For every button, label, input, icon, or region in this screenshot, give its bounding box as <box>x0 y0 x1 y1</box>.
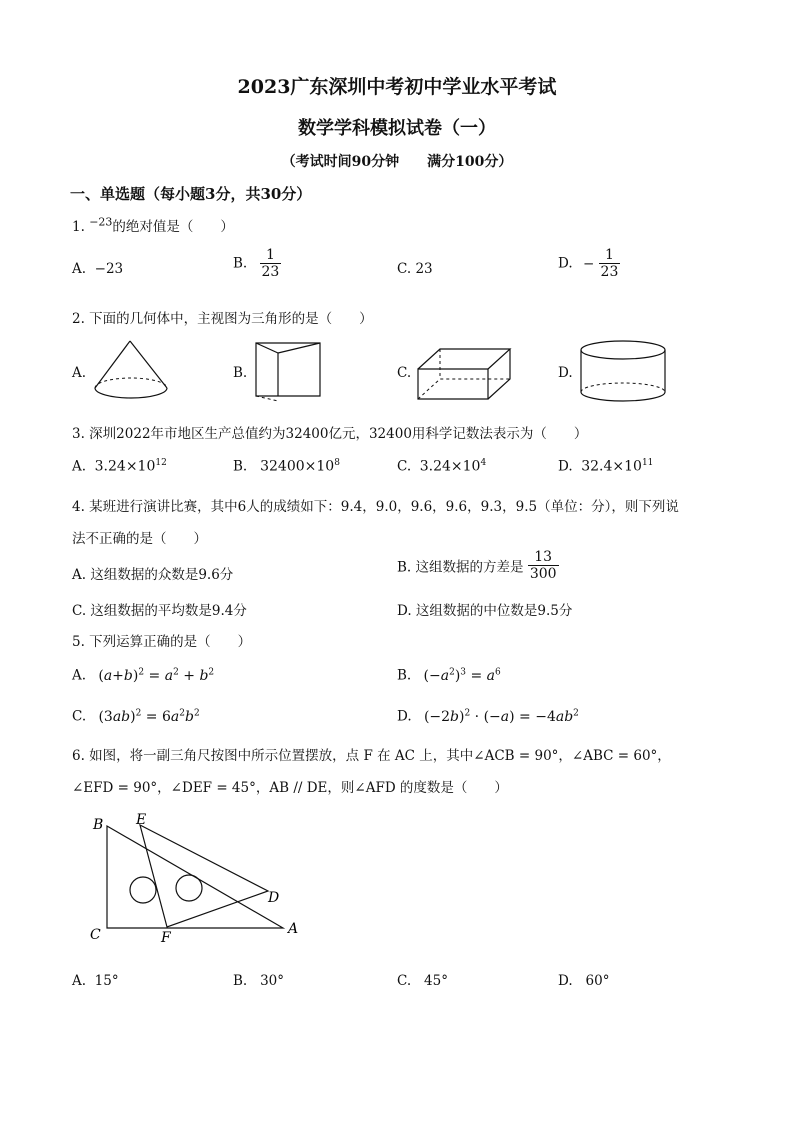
option-label: A. <box>72 458 87 475</box>
ruler-hole-2 <box>176 875 202 901</box>
fraction <box>528 549 559 582</box>
q1-option-c[interactable] <box>397 261 433 277</box>
q6-option-c[interactable] <box>397 973 448 989</box>
cone-figure <box>90 338 174 402</box>
fraction-denominator: 300 <box>529 566 557 583</box>
question-3: 3. 深圳2022年市地区生产总值约为32400亿元，32400用科学记数法表示为（ ） <box>72 426 588 442</box>
triangle-figure <box>85 810 315 945</box>
label-d: D <box>268 890 280 906</box>
q1-expr: −23 <box>89 215 113 229</box>
q3-option-c[interactable] <box>397 458 486 475</box>
option-text: 32400×10 <box>260 458 335 475</box>
question-4-line1: 4. 某班进行演讲比赛，其中6人的成绩如下：9.4，9.0，9.6，9.6，9.3，9.5（单位：分），则下列说 <box>72 499 679 515</box>
option-label: B. <box>233 255 248 272</box>
option-label: D. <box>558 458 573 475</box>
q3-option-d[interactable] <box>558 458 653 475</box>
fraction-numerator: 1 <box>605 247 614 263</box>
fraction-denominator: 23 <box>261 264 280 281</box>
exam-title: 2023广东深圳中考初中学业水平考试 <box>237 76 557 98</box>
exponent: 4 <box>480 458 487 468</box>
minus-sign: − <box>582 255 595 272</box>
option-label: B. <box>397 667 412 684</box>
triangular-prism-figure <box>250 338 330 404</box>
option-label: D. <box>397 708 412 725</box>
q6-option-d[interactable] <box>558 973 609 989</box>
q1-option-d[interactable] <box>558 247 620 280</box>
option-label: A. <box>72 667 87 684</box>
q6-option-b[interactable] <box>233 973 284 989</box>
formula: $(-2b)^2 \cdot (-a) = -4ab^2$ <box>423 708 579 725</box>
question-1 <box>72 215 234 235</box>
question-4-line2: 法不正确的是（ ） <box>72 531 207 547</box>
q6-option-a[interactable] <box>72 973 119 989</box>
fraction-numerator: 13 <box>534 549 553 565</box>
q4-option-a[interactable]: A. 这组数据的众数是9.6分 <box>72 567 234 583</box>
option-label: B. <box>233 458 248 475</box>
option-label: C. <box>397 458 412 475</box>
q4-option-d[interactable]: D. 这组数据的中位数是9.5分 <box>397 603 573 619</box>
question-5: 5. 下列运算正确的是（ ） <box>72 634 252 650</box>
option-text: 23 <box>415 261 433 277</box>
q2-option-d-label[interactable]: D. <box>558 365 573 381</box>
fraction-denominator: 23 <box>600 264 619 281</box>
formula: $(-a^2)^3 = a^6$ <box>423 667 501 684</box>
option-text: −23 <box>94 261 124 277</box>
question-2: 2. 下面的几何体中，主视图为三角形的是（ ） <box>72 311 373 327</box>
triangle-efd <box>140 825 268 927</box>
q2-option-c-label[interactable]: C. <box>397 365 412 381</box>
q5-option-d[interactable] <box>397 708 579 725</box>
option-label: C. <box>72 708 87 725</box>
section-heading: 一、单选题（每小题3分，共30分） <box>70 185 312 203</box>
exam-info: （考试时间90分钟 满分100分） <box>281 154 513 170</box>
q1-option-b[interactable] <box>233 247 281 280</box>
q2-option-b-label[interactable]: B. <box>233 365 248 381</box>
formula: $(3ab)^2 = 6a^2b^2$ <box>98 708 200 725</box>
option-text: 15° <box>94 973 119 989</box>
q4-option-c[interactable]: C. 这组数据的平均数是9.4分 <box>72 603 247 619</box>
q5-option-a[interactable] <box>72 667 214 684</box>
formula: $(a+b)^2 = a^2 + b^2$ <box>98 667 215 684</box>
option-label: C. <box>397 261 412 277</box>
q5-option-c[interactable] <box>72 708 200 725</box>
q3-option-b[interactable] <box>233 458 340 475</box>
option-label: D. <box>558 255 573 272</box>
exponent: 8 <box>334 458 340 468</box>
question-6-line2: ∠EFD = 90°，∠DEF = 45°，AB // DE，则∠AFD 的度数是（ ） <box>72 780 508 796</box>
option-text: 45° <box>424 973 448 989</box>
cylinder-figure <box>578 338 670 408</box>
q1-option-a[interactable] <box>72 261 123 277</box>
option-label: B. <box>233 973 248 989</box>
q4-option-b[interactable] <box>397 549 559 582</box>
option-text: 3.24×10 <box>419 458 481 475</box>
option-label: C. <box>397 973 412 989</box>
q2-option-a-label[interactable]: A. <box>72 365 87 381</box>
exam-subtitle: 数学学科模拟试卷（一） <box>298 118 496 139</box>
option-text: 30° <box>260 973 285 989</box>
exponent: 11 <box>641 458 654 468</box>
exponent: 12 <box>155 458 167 468</box>
option-text: 60° <box>585 973 610 989</box>
q3-option-a[interactable] <box>72 458 167 475</box>
option-label: A. <box>72 973 87 989</box>
fraction <box>260 247 282 280</box>
label-b: B <box>93 817 104 833</box>
option-text: B. 这组数据的方差是 <box>397 559 524 576</box>
option-label: D. <box>558 973 573 989</box>
question-6-line1: 6. 如图，将一副三角尺按图中所示位置摆放，点 F 在 AC 上，其中∠ACB = 90°，∠ABC = 60°， <box>72 748 671 764</box>
label-a: A <box>288 921 299 937</box>
fraction-numerator: 1 <box>265 247 275 263</box>
option-label: A. <box>72 261 87 277</box>
label-f: F <box>161 930 171 945</box>
label-e: E <box>136 812 147 828</box>
option-text: 32.4×10 <box>581 458 642 475</box>
q1-number: 1. <box>72 219 85 235</box>
q1-text: 的绝对值是（ ） <box>112 219 234 235</box>
option-text: 3.24×10 <box>94 458 156 475</box>
fraction <box>599 247 621 280</box>
ruler-hole-1 <box>130 877 156 903</box>
cuboid-figure <box>415 344 515 404</box>
label-c: C <box>90 927 101 943</box>
q5-option-b[interactable] <box>397 667 501 684</box>
